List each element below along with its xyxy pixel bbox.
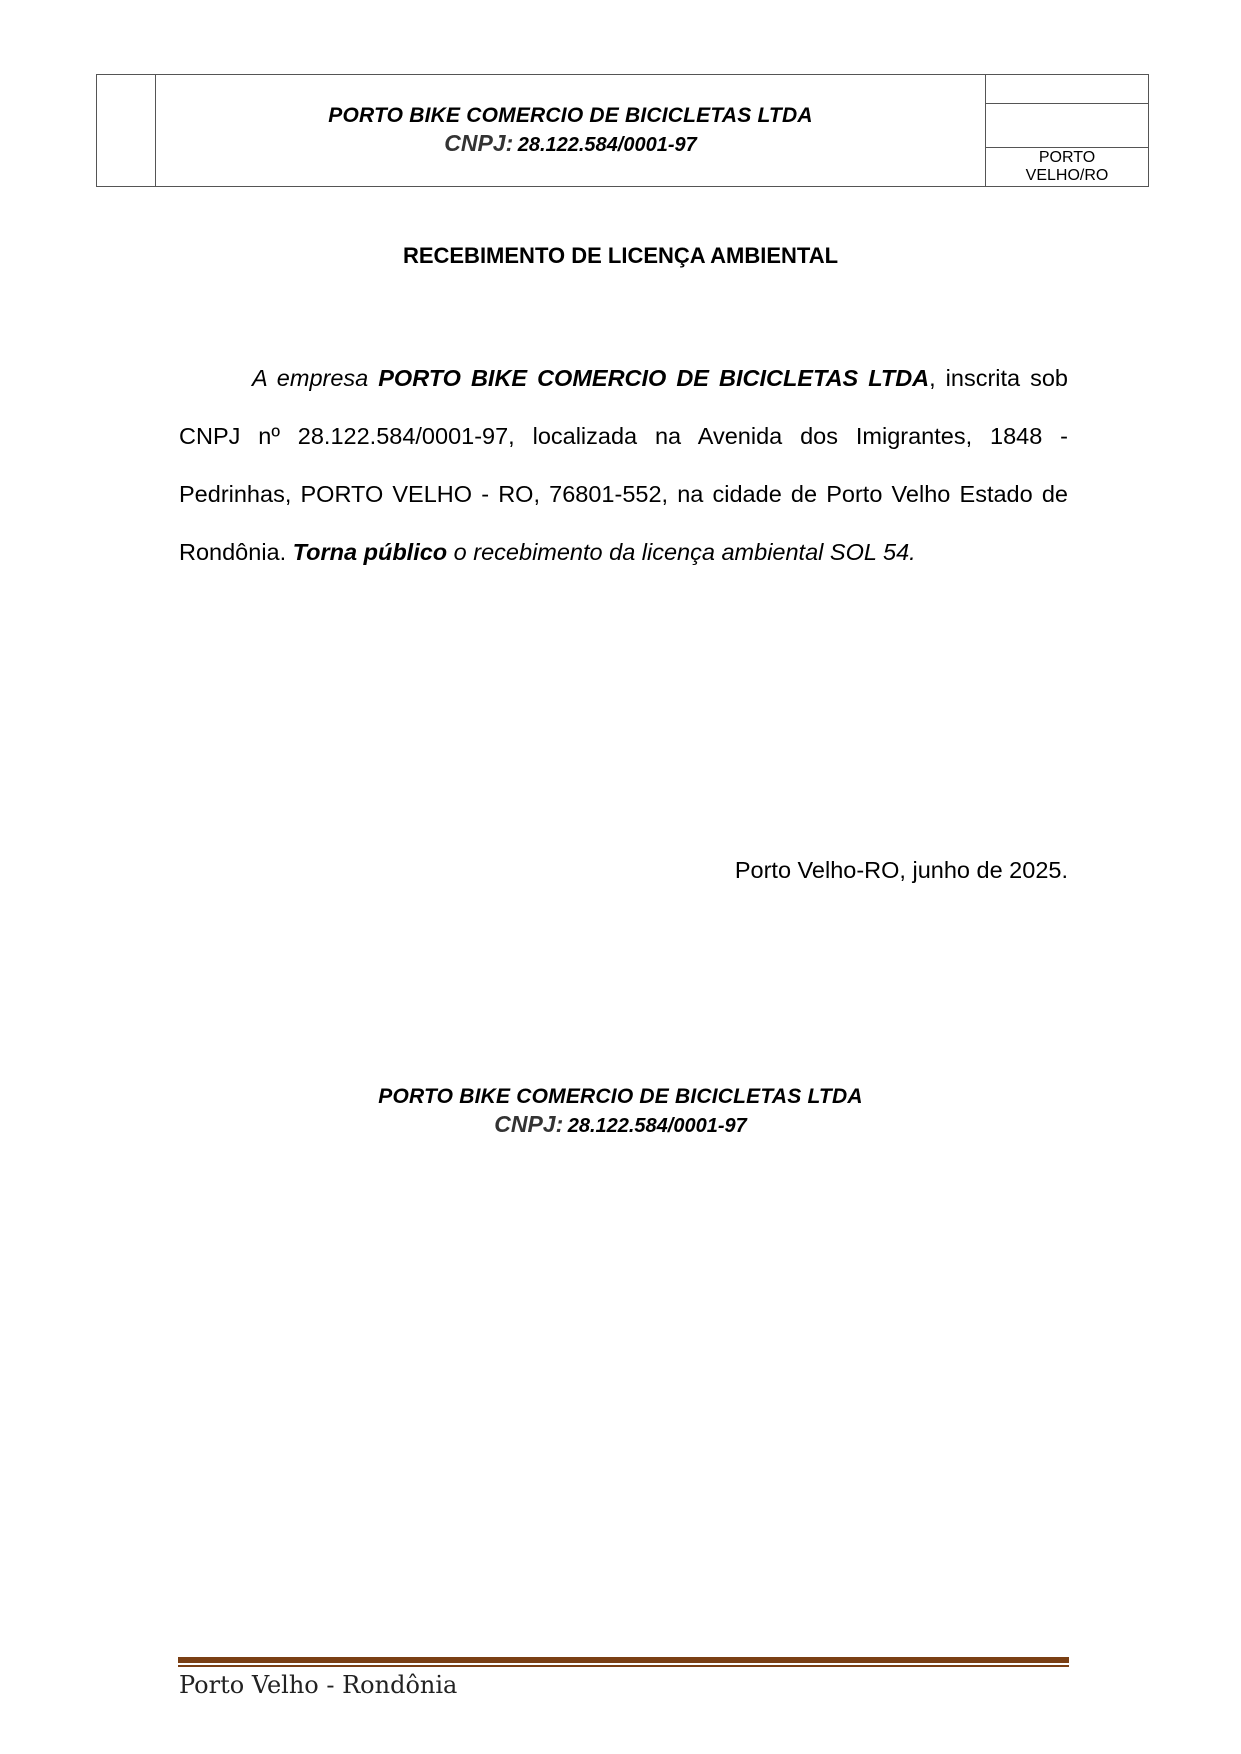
footer-rule xyxy=(178,1657,1069,1663)
signature-cnpj-label: CNPJ: xyxy=(494,1111,564,1137)
header-logo-cell xyxy=(97,75,156,186)
header-cnpj-number: 28.122.584/0001-97 xyxy=(517,133,697,156)
signature-cnpj xyxy=(0,1110,1241,1142)
header-location-line2: VELHO/RO xyxy=(1025,167,1109,184)
header-right-cell-middle xyxy=(986,104,1148,148)
body-intro: A empresa xyxy=(252,365,379,391)
header-right-column xyxy=(986,75,1148,186)
header-cnpj-label: CNPJ: xyxy=(444,129,514,156)
body-details: , inscrita sob CNPJ nº 28.122.584/0001-97, localizada na Avenida dos Imigrantes, 1848 - Pedrinhas, PORTO VELHO - RO, 76801-552, na cidade de Porto Velho Estado de Rondônia. xyxy=(179,365,1068,565)
body-company-name: PORTO BIKE COMERCIO DE BICICLETAS LTDA xyxy=(378,365,930,391)
signature-company-name: PORTO BIKE COMERCIO DE BICICLETAS LTDA xyxy=(378,1085,863,1108)
footer-rule-thin xyxy=(178,1665,1069,1667)
header-location-line1: PORTO xyxy=(1038,149,1096,166)
header-company-name: PORTO BIKE COMERCIO DE BICICLETAS LTDA xyxy=(328,103,813,127)
signature-cnpj-number: 28.122.584/0001-97 xyxy=(567,1115,747,1137)
header-cnpj xyxy=(444,129,697,161)
header-right-cell-top xyxy=(986,75,1148,104)
date-line: Porto Velho-RO, junho de 2025. xyxy=(734,857,1068,883)
footer-text: Porto Velho - Rondônia xyxy=(179,1671,458,1699)
header-location xyxy=(986,148,1148,186)
body-paragraph xyxy=(179,349,1068,581)
header-company-cell xyxy=(156,75,986,186)
header-table xyxy=(96,74,1149,187)
signature-block xyxy=(0,1084,1241,1142)
body-emphasis: Torna público xyxy=(292,539,448,565)
document-title: RECEBIMENTO DE LICENÇA AMBIENTAL xyxy=(402,243,839,268)
body-conclusion: o recebimento da licença ambiental SOL 54. xyxy=(447,539,916,565)
